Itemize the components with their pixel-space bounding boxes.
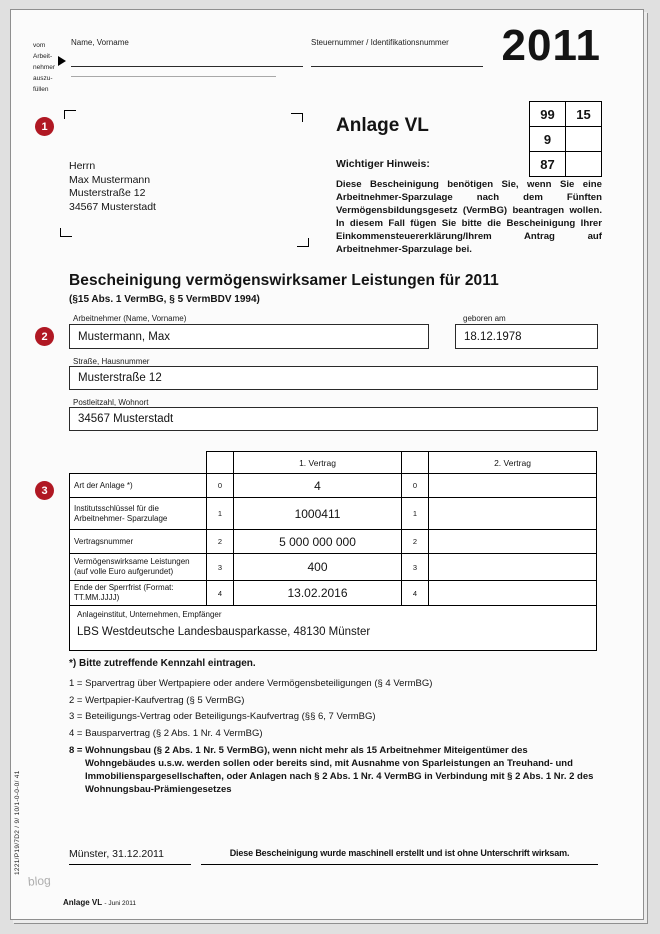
table-row xyxy=(70,474,597,498)
arrow-right-icon xyxy=(58,56,66,66)
street-field: Musterstraße 12 xyxy=(69,366,598,390)
table-header-contract-2: 2. Vertrag xyxy=(429,452,597,474)
row-code: 3 xyxy=(207,554,234,581)
place-date: Münster, 31.12.2011 xyxy=(69,848,191,865)
contract2-value xyxy=(429,474,597,498)
contract1-value: 1000411 xyxy=(234,498,402,530)
filler-note-line: füllen xyxy=(33,86,49,93)
form-name-title: Anlage VL xyxy=(336,115,429,136)
footnote-item: 8 = Wohnungsbau (§ 2 Abs. 1 Nr. 5 VermBG), wenn nicht mehr als 15 Arbeitnehmer Miteigentümer des Wohngebäudes u.s.w. werden sollen oder bereits sind, mit Ausnahme von Sparleistungen an Treuhand- und Immobilienspargesellschaften, oder Anlagen nach § 2 Abs. 1 Nr. 4 VermBG in Verbindung mit § 2 Abs. 1 Nr. 2 des Wohnungsbau-Prämiengesetzes xyxy=(69,745,594,795)
contract-table xyxy=(69,451,597,651)
footnote-item: 1 = Sparvertrag über Wertpapiere oder andere Vermögensbeteiligungen (§ 4 VermBG) xyxy=(69,678,433,689)
city-field: 34567 Musterstadt xyxy=(69,407,598,431)
tax-number-field-label: Steuernummer / Identifikationsnummer xyxy=(311,38,449,47)
contract1-value: 13.02.2016 xyxy=(234,581,402,606)
fold-mark-bottom-left xyxy=(60,228,72,237)
row-code: 2 xyxy=(207,530,234,554)
contract1-value: 400 xyxy=(234,554,402,581)
street-label: Straße, Hausnummer xyxy=(73,357,150,366)
footnote-item: 3 = Beteiligungs-Vertrag oder Beteiligungs-Kaufvertrag (§§ 6, 7 VermBG) xyxy=(69,711,376,722)
annotation-marker-3: 3 xyxy=(35,481,54,500)
code-cell: 9 xyxy=(530,127,566,152)
footnotes-section xyxy=(69,658,600,800)
contract1-value: 5 000 000 000 xyxy=(234,530,402,554)
institute-label: Anlageinstitut, Unternehmen, Empfänger xyxy=(77,610,222,619)
row-label: Ende der Sperrfrist (Format: TT.MM.JJJJ) xyxy=(70,581,207,606)
row-label: Art der Anlage *) xyxy=(70,474,207,498)
form-page xyxy=(10,9,644,920)
table-row xyxy=(70,530,597,554)
row-label: Institutsschlüssel für die Arbeitnehmer- Sparzulage xyxy=(70,498,207,530)
footnote-item: 2 = Wertpapier-Kaufvertrag (§ 5 VermBG) xyxy=(69,694,245,706)
divider-line xyxy=(71,76,276,77)
row-code: 0 xyxy=(402,474,429,498)
fold-mark-top-left xyxy=(64,110,76,119)
notice-title: Wichtiger Hinweis: xyxy=(336,158,430,170)
code-cell: 87 xyxy=(530,152,566,177)
contract2-value xyxy=(429,581,597,606)
table-row xyxy=(70,554,597,581)
code-cell: 15 xyxy=(566,102,602,127)
annotation-marker-2: 2 xyxy=(35,327,54,346)
born-date-field: 18.12.1978 xyxy=(455,324,598,349)
code-grid xyxy=(529,101,602,177)
table-header-cell xyxy=(207,452,234,474)
name-field-line xyxy=(71,66,303,67)
address-line: Max Mustermann xyxy=(69,173,151,186)
page-title: Bescheinigung vermögenswirksamer Leistungen für 2011 xyxy=(69,272,499,289)
employee-name-field: Mustermann, Max xyxy=(69,324,429,349)
row-code: 1 xyxy=(402,498,429,530)
form-year: 2011 xyxy=(501,21,601,70)
code-cell: 99 xyxy=(530,102,566,127)
notice-body: Diese Bescheinigung benötigen Sie, wenn Sie eine Arbeitnehmer-Sparzulage nach dem Fünften Vermögensbildungsgesetz (VermBG) beantragen wollen. In diesem Fall fügen Sie bitte die Bescheinigung Ihrer Einkommensteuererklärung/Ihrem Antrag auf Arbeitnehmer-Sparzulage bei. xyxy=(336,179,602,255)
table-header-cell xyxy=(402,452,429,474)
footer-form-id xyxy=(63,898,136,907)
row-code: 4 xyxy=(402,581,429,606)
row-code: 0 xyxy=(207,474,234,498)
page-subtitle: (§15 Abs. 1 VermBG, § 5 VermBDV 1994) xyxy=(69,294,260,305)
table-row xyxy=(70,581,597,606)
watermark-text: blog xyxy=(27,873,52,889)
signature-row xyxy=(69,848,598,865)
filler-note-line: nehmer xyxy=(33,64,56,71)
fold-mark-top-right xyxy=(291,113,303,122)
table-row xyxy=(70,498,597,530)
contract1-value: 4 xyxy=(234,474,402,498)
contract2-value xyxy=(429,530,597,554)
city-label: Postleitzahl, Wohnort xyxy=(73,398,149,407)
address-block xyxy=(69,160,156,214)
institute-value: LBS Westdeutsche Landesbausparkasse, 48130 Münster xyxy=(77,626,371,638)
address-line: Musterstraße 12 xyxy=(69,187,146,199)
machine-statement: Diese Bescheinigung wurde maschinell erstellt und ist ohne Unterschrift wirksam. xyxy=(201,848,598,865)
filler-note-line: Arbeit- xyxy=(33,53,53,60)
row-code: 2 xyxy=(402,530,429,554)
born-label: geboren am xyxy=(463,314,506,323)
filler-note-line: auszu- xyxy=(33,75,53,82)
code-cell xyxy=(566,127,602,152)
contract2-value xyxy=(429,498,597,530)
institute-row xyxy=(70,606,597,651)
address-line: Herrn xyxy=(69,160,96,172)
table-header-contract-1: 1. Vertrag xyxy=(234,452,402,474)
footnote-heading: *) Bitte zutreffende Kennzahl eintragen. xyxy=(69,658,256,669)
row-label: Vermögenswirksame Leistungen (auf volle Euro aufgerundet) xyxy=(70,554,207,581)
code-cell xyxy=(566,152,602,177)
filler-note xyxy=(33,40,55,95)
address-line: 34567 Musterstadt xyxy=(69,200,156,213)
tax-field-line xyxy=(311,66,483,67)
name-field-label: Name, Vorname xyxy=(71,38,129,47)
row-code: 1 xyxy=(207,498,234,530)
footer-form-edition: - Juni 2011 xyxy=(104,900,137,907)
filler-note-line: vom xyxy=(33,42,46,49)
footer-form-name: Anlage VL xyxy=(63,898,103,907)
footnote-item: 4 = Bausparvertrag (§ 2 Abs. 1 Nr. 4 VermBG) xyxy=(69,727,263,739)
table-corner-blank xyxy=(70,452,207,474)
row-code: 4 xyxy=(207,581,234,606)
row-code: 3 xyxy=(402,554,429,581)
side-print-code: 1221/P19/7D2 / 9/ 10/1-0-0-0/ 41 xyxy=(14,770,21,875)
annotation-marker-1: 1 xyxy=(35,117,54,136)
employee-name-label: Arbeitnehmer (Name, Vorname) xyxy=(73,314,187,323)
row-label: Vertragsnummer xyxy=(70,530,207,554)
institute-cell xyxy=(70,606,597,651)
fold-mark-bottom-right xyxy=(297,238,309,247)
contract2-value xyxy=(429,554,597,581)
